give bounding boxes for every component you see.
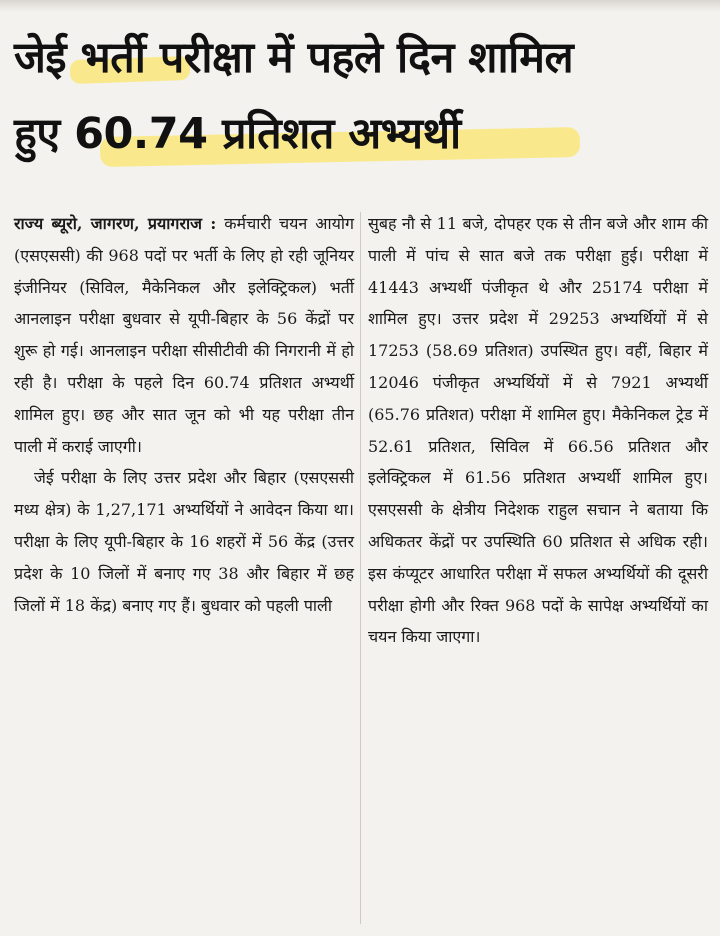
column-left <box>14 208 354 653</box>
paragraph-3: सुबह नौ से 11 बजे, दोपहर एक से तीन बजे और शाम की पाली में पांच से सात बजे तक परीक्षा हुई। परीक्षा में 41443 अभ्यर्थी पंजीकृत थे और 25174 परीक्षा में शामिल हुए। उत्तर प्रदेश में 29253 अभ्यर्थियों में से 17253 (58.69 प्रतिशत) उपस्थित हुए। वहीं, बिहार में 12046 पंजीकृत अभ्यर्थियों में से 7921 अभ्यर्थी (65.76 प्रतिशत) परीक्षा में शामिल हुए। मैकेनिकल ट्रेड में 52.61 प्रतिशत, सिविल में 66.56 प्रतिशत और इलेक्ट्रिकल में 61.56 प्रतिशत अभ्यर्थी शामिल हुए। एसएससी के क्षेत्रीय निदेशक राहुल सचान ने बताया कि अधिकतर केंद्रों पर उपस्थिति 60 प्रतिशत से अधिक रही। इस कंप्यूटर आधारित परीक्षा में सफल अभ्यर्थियों की दूसरी परीक्षा होगी और रिक्त 968 पदों के सापेक्ष अभ्यर्थियों का चयन किया जाएगा। <box>368 214 708 647</box>
paragraph-1 <box>14 208 354 462</box>
article-body <box>14 208 708 653</box>
dateline: राज्य ब्यूरो, जागरण, प्रयागराज : <box>14 214 217 233</box>
column-right <box>368 208 708 653</box>
paragraph-2: जेई परीक्षा के लिए उत्तर प्रदेश और बिहार (एसएससी मध्य क्षेत्र) के 1,27,171 अभ्यर्थियों ने आवेदन किया था। परीक्षा के लिए यूपी-बिहार के 16 शहरों में 56 केंद्र (उत्तर प्रदेश के 10 जिलों में बनाए गए 38 और बिहार में छह जिलों में 18 केंद्र) बनाए गए हैं। बुधवार को पहली पाली <box>14 468 354 615</box>
paragraph-1-text: कर्मचारी चयन आयोग (एसएससी) की 968 पदों पर भर्ती के लिए हो रही जूनियर इंजीनियर (सिविल, मैकेनिकल और इलेक्ट्रिकल) भर्ती आनलाइन परीक्षा बुधवार से यूपी-बिहार के 56 केंद्रों पर शुरू हो गई। आनलाइन परीक्षा सीसीटीवी की निगरानी में हो रही है। परीक्षा के पहले दिन 60.74 प्रतिशत अभ्यर्थी शामिल हुए। छह और सात जून को भी यह परीक्षा तीन पाली में कराई जाएगी। <box>14 214 355 456</box>
cropped-top-edge <box>0 0 720 12</box>
headline-line-2: हुए 60.74 प्रतिशत अभ्यर्थी <box>14 109 461 159</box>
headline-line-1: जेई भर्ती परीक्षा में पहले दिन शामिल <box>14 33 574 83</box>
headline <box>14 20 710 172</box>
